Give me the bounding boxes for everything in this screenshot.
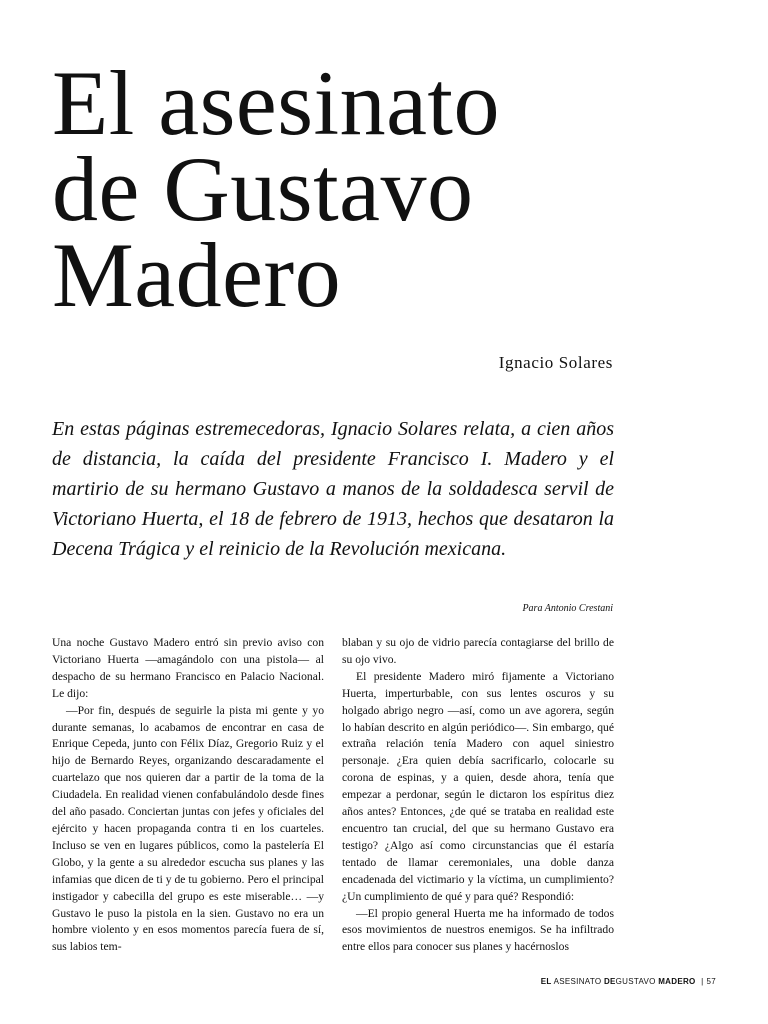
- paragraph: —Por fin, después de seguirle la pista mi gente y yo durante semanas, lo acabamos de encontrar en casa de Enrique Cepeda, junto con Félix Díaz, Gregorio Ruiz y el hijo de Bernardo Reyes, organizando descaradamente el cuartelazo que nos quieren dar a partir de la toma de la Ciudadela. En realidad vienen confabulándolo desde fines del año pasado. Conciertan juntas con jefes y oficiales del ejército y hacen propaganda contra ti en los cuarteles. Incluso se ven en lugares públicos, como la pastelería El Globo, y la gente a su alrededor escucha sus planes y las infamias que dicen de ti y de tu gobierno. Pero el principal instigador y cabecilla del grupo es este miserable… —y Gustavo le puso la pistola en la sien. Gustavo no era un hombre violento y en esos momentos parecía fuera de sí, sus labios tem-: [52, 703, 324, 954]
- paragraph: blaban y su ojo de vidrio parecía contagiarse del brillo de su ojo vivo.: [342, 636, 614, 666]
- title-line-3: Madero: [52, 224, 342, 326]
- paragraph: —El propio general Huerta me ha informado de todos esos movimientos de nuestros enemigos. Se ha infiltrado entre ellos para conocer sus planes y hacérnoslos: [342, 906, 614, 954]
- article-title: [52, 52, 500, 326]
- page-number: 57: [706, 977, 716, 986]
- footer-word: MADERO: [658, 977, 696, 986]
- title-line-1: El asesinato: [52, 52, 500, 154]
- running-footer: [541, 977, 716, 986]
- article-lede: En estas páginas estremecedoras, Ignacio Solares relata, a cien años de distancia, la caída del presidente Francisco I. Madero y el martirio de su hermano Gustavo a manos de la soldadesca servil de Victoriano Huerta, el 18 de febrero de 1913, hechos que desataron la Decena Trágica y el reinicio de la Revolución mexicana.: [52, 418, 614, 560]
- footer-word: GUSTAVO: [615, 977, 656, 986]
- dedication: Para Antonio Crestani: [522, 603, 613, 614]
- footer-word: DE: [603, 977, 616, 986]
- footer-word: ASESINATO: [553, 977, 602, 986]
- paragraph: El presidente Madero miró fijamente a Victoriano Huerta, imperturbable, con sus lentes oscuros y su holgado abrigo negro —así, como un ave agorera, según lo habían descrito en algún periódico—. Sin embargo, qué extraña relación tenía Madero con aquel siniestro personaje. ¿Era quien debía sacrificarlo, colocarle su corona de espinas, y a quien, desde ahora, tenía que empezar a perdonar, según le dictaron los espíritus diez años antes? Entonces, ¿de qué se trataba en realidad este encuentro tan crucial, del que su hermano Gustavo era testigo? ¿Algo así como circunstancias que él estaría tentado de llamar ceremoniales, una doble danza encadenada del victimario y la víctima, un cumplimiento? ¿Un cumplimiento de qué y para qué? Respondió:: [342, 669, 614, 903]
- body-column-left: [52, 635, 324, 956]
- body-column-right: [342, 635, 614, 956]
- footer-word: EL: [540, 977, 552, 986]
- title-line-2: de Gustavo: [52, 138, 474, 240]
- footer-separator: |: [701, 977, 704, 986]
- paragraph: Una noche Gustavo Madero entró sin previo aviso con Victoriano Huerta —amagándolo con una pistola— al despacho de su hermano Francisco en Palacio Nacional. Le dijo:: [52, 636, 324, 700]
- author-name: Ignacio Solares: [498, 353, 613, 372]
